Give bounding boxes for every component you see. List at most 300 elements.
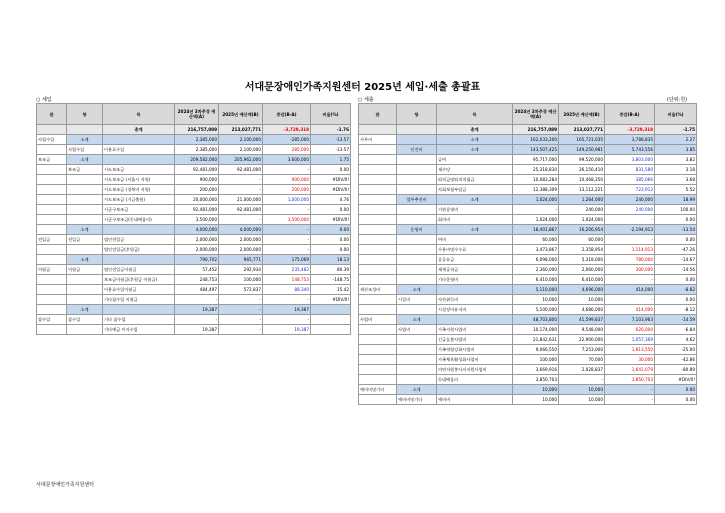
cell-b <box>67 325 103 335</box>
total-row <box>37 125 351 135</box>
cell-b <box>397 265 437 275</box>
cell-c: 기타예금 이자수입 <box>103 325 175 335</box>
cell-v2: 572,837 <box>219 285 263 295</box>
cell-v2: 1,024,000 <box>559 215 605 225</box>
cell-c: 이용료수입 <box>103 145 175 155</box>
cell-v3: - <box>263 315 311 325</box>
cell-b: 시설비 <box>397 295 437 305</box>
cell-b: 잡수입 <box>67 315 103 325</box>
cell-a: 사무비 <box>359 135 397 145</box>
cell-v4: 5.52 <box>655 185 697 195</box>
cell-v1: 18,401,867 <box>513 225 559 235</box>
cell-b <box>397 365 437 375</box>
cell-a <box>359 175 397 185</box>
cell-a <box>359 165 397 175</box>
table-row <box>37 205 351 215</box>
cell-v1: 162,033,200 <box>513 135 559 145</box>
cell-a <box>37 245 67 255</box>
cell-b <box>397 165 437 175</box>
cell-a <box>359 245 397 255</box>
cell-b <box>397 255 437 265</box>
table-row <box>359 375 697 385</box>
cell-c: 시군구보조금 <box>103 205 175 215</box>
cell-a: 잡수입 <box>37 315 67 325</box>
column-header: 비율(%) <box>655 104 697 125</box>
cell-v2: 41,599,837 <box>559 315 605 325</box>
cell-v4: 3.85 <box>655 145 697 155</box>
cell-v3: 240,000 <box>605 205 655 215</box>
cell-v1: 10,000 <box>513 395 559 405</box>
cell-v3: - <box>605 385 655 395</box>
cell-a <box>359 325 397 335</box>
table-row <box>359 305 697 315</box>
cell-v4: -13.57 <box>311 135 351 145</box>
expense-table <box>358 103 697 405</box>
cell-c <box>437 385 513 395</box>
cell-c: 소계 <box>437 195 513 205</box>
cell-v1: 484,497 <box>175 285 219 295</box>
expense-header-row <box>359 104 697 125</box>
cell-v4: 1.75 <box>311 155 351 165</box>
cell-c: 시설장비유지비 <box>437 305 513 315</box>
cell-a <box>37 195 67 205</box>
subtotal-row <box>37 255 351 265</box>
cell-a <box>37 125 67 135</box>
cell-v3: - <box>263 205 311 215</box>
cell-c: 동네배움터 <box>437 375 513 385</box>
cell-v3: 7,103,963 <box>605 315 655 325</box>
table-row <box>359 395 697 405</box>
cell-v4 <box>311 325 351 335</box>
table-row <box>37 145 351 155</box>
cell-v2: 26,150,410 <box>559 165 605 175</box>
table-row <box>359 175 697 185</box>
page-title: 서대문장애인가족지원센터 2025년 세입·세출 총괄표 <box>244 82 481 93</box>
cell-v2: 7,253,000 <box>559 345 605 355</box>
cell-v2: 2,358,954 <box>559 245 605 255</box>
cell-v4: #DIV/0! <box>311 295 351 305</box>
cell-c: 소계 <box>437 225 513 235</box>
cell-v4: 0.00 <box>655 385 697 395</box>
cell-a <box>359 305 397 315</box>
cell-v4: #DIV/0! <box>655 375 697 385</box>
cell-a <box>37 295 67 305</box>
cell-b: 소계 <box>67 255 103 265</box>
cell-v1: 900,000 <box>175 175 219 185</box>
cell-v1: 143,507,425 <box>513 145 559 155</box>
cell-v1: 20,000,000 <box>175 195 219 205</box>
cell-v3: 285,000 <box>263 145 311 155</box>
column-header: 2024년 3차추경 예산액(A) <box>175 104 219 125</box>
cell-b <box>67 215 103 225</box>
cell-b <box>397 125 437 135</box>
table-row <box>359 365 697 375</box>
cell-a <box>359 185 397 195</box>
cell-b <box>67 185 103 195</box>
cell-c: 가족지원사업비 <box>437 325 513 335</box>
cell-v2: 92,481,000 <box>219 205 263 215</box>
cell-v3: 414,000 <box>605 285 655 295</box>
cell-v4: 0.00 <box>655 395 697 405</box>
cell-b <box>397 275 437 285</box>
cell-v4: -42.86 <box>655 355 697 365</box>
table-row <box>359 185 697 195</box>
subtotal-row <box>359 145 697 155</box>
cell-v3: 1,641,079 <box>605 365 655 375</box>
cell-v3: - <box>605 295 655 305</box>
cell-v1: 3,500,000 <box>175 215 219 225</box>
cell-b: 운영비 <box>397 225 437 235</box>
cell-a <box>359 195 397 205</box>
cell-b <box>67 285 103 295</box>
column-header: 비율(%) <box>311 104 351 125</box>
cell-v1: - <box>175 295 219 305</box>
cell-v3: 19,387 <box>263 305 311 315</box>
cell-v3: -3,729,318 <box>263 125 311 135</box>
cell-a <box>37 305 67 315</box>
cell-c <box>437 315 513 325</box>
cell-c: 의연자원봉사자지원사업비 <box>437 365 513 375</box>
cell-b <box>397 185 437 195</box>
cell-v2: 4,686,000 <box>559 305 605 315</box>
cell-c: 기타잡수입 이월금 <box>103 295 175 305</box>
cell-v1: 25,318,830 <box>513 165 559 175</box>
cell-v1: - <box>513 205 559 215</box>
table-row <box>359 235 697 245</box>
table-row <box>359 275 697 285</box>
cell-v1: 5,110,000 <box>513 285 559 295</box>
cell-c: 회의비 <box>437 215 513 225</box>
table-row <box>37 285 351 295</box>
cell-a <box>37 145 67 155</box>
cell-b: 소계 <box>67 225 103 235</box>
table-row <box>37 165 351 175</box>
cell-a: 이월금 <box>37 265 67 275</box>
cell-v3: - <box>605 235 655 245</box>
cell-c: 시도보조금 <box>103 165 175 175</box>
cell-v2: - <box>219 175 263 185</box>
cell-v1: 92,481,000 <box>175 205 219 215</box>
cell-v2: 1,264,000 <box>559 195 605 205</box>
cell-c: 법인전입금 <box>103 235 175 245</box>
table-row <box>37 275 351 285</box>
cell-v2: 213,027,771 <box>559 125 605 135</box>
cell-b: 소계 <box>397 385 437 395</box>
subtotal-row <box>37 155 351 165</box>
cell-v4: -13.54 <box>655 225 697 235</box>
cell-v4 <box>311 305 351 315</box>
cell-v3: 780,000 <box>605 255 655 265</box>
cell-b <box>397 175 437 185</box>
cell-v3: 19,387 <box>263 325 311 335</box>
cell-v1: 2,385,000 <box>175 135 219 145</box>
cell-v2: 99,520,000 <box>559 155 605 165</box>
cell-a <box>359 355 397 365</box>
cell-v2: 4,000,000 <box>219 225 263 235</box>
cell-v3: 831,580 <box>605 165 655 175</box>
cell-v3: - <box>605 215 655 225</box>
cell-v3: 3,803,000 <box>605 155 655 165</box>
cell-v4: -25.00 <box>655 345 697 355</box>
subtotal-row <box>37 225 351 235</box>
cell-v3: 1,000,000 <box>263 195 311 205</box>
cell-v2: 4,696,000 <box>559 285 605 295</box>
cell-c: 보조금이월금(후원금 이월금) <box>103 275 175 285</box>
subtotal-row <box>359 285 697 295</box>
cell-c: 법인전입금(후원금) <box>103 245 175 255</box>
cell-v3: 626,000 <box>605 325 655 335</box>
cell-v4: 0.00 <box>311 165 351 175</box>
cell-v2: 13,112,221 <box>559 185 605 195</box>
cell-b: 인건비 <box>397 145 437 155</box>
cell-c <box>437 285 513 295</box>
cell-v2: 100,000 <box>219 275 263 285</box>
column-header: 관 <box>37 104 67 125</box>
cell-v4: #DIV/0! <box>311 185 351 195</box>
cell-b: 전입금 <box>67 235 103 245</box>
cell-v1: 100,000 <box>513 355 559 365</box>
cell-v3: 148,753 <box>263 275 311 285</box>
cell-b: 사업비 <box>397 325 437 335</box>
cell-v2: 16,206,954 <box>559 225 605 235</box>
cell-v2: - <box>219 305 263 315</box>
cell-v4: -13.57 <box>311 145 351 155</box>
cell-c: 총계 <box>103 125 175 135</box>
cell-v1: 209,582,000 <box>175 155 219 165</box>
cell-v4: 0.00 <box>311 205 351 215</box>
cell-v2: 10,468,350 <box>559 175 605 185</box>
cell-v4: 0.00 <box>655 295 697 305</box>
cell-v2: 21,000,000 <box>219 195 263 205</box>
cell-v2: 10,000 <box>559 385 605 395</box>
cell-v1: 216,757,089 <box>513 125 559 135</box>
cell-b <box>397 335 437 345</box>
cell-v4: -148.75 <box>311 275 351 285</box>
cell-v3: 240,000 <box>605 195 655 205</box>
subtotal-row <box>359 385 697 395</box>
cell-b <box>397 155 437 165</box>
table-row <box>37 235 351 245</box>
cell-v1: 2,000,000 <box>175 245 219 255</box>
table-row <box>37 245 351 255</box>
cell-v4: -1.76 <box>311 125 351 135</box>
cell-b: 예비비및기타 <box>397 395 437 405</box>
cell-v4: -14.67 <box>655 255 697 265</box>
cell-v4: 80.39 <box>311 265 351 275</box>
cell-v1: 92,481,000 <box>175 165 219 175</box>
cell-c: 소계 <box>437 135 513 145</box>
cell-v1: 248,753 <box>175 275 219 285</box>
cell-v3: -2,194,913 <box>605 225 655 235</box>
column-header: 2025년 예산액(B) <box>219 104 263 125</box>
cell-a <box>359 345 397 355</box>
cell-a <box>37 165 67 175</box>
cell-v1: 12,388,309 <box>513 185 559 195</box>
column-header: 목 <box>103 104 175 125</box>
cell-v3: 385,066 <box>605 175 655 185</box>
subtotal-row <box>359 225 697 235</box>
cell-v1: 200,000 <box>175 185 219 195</box>
cell-v1: 4,000,000 <box>175 225 219 235</box>
cell-v2: 5,318,000 <box>559 255 605 265</box>
cell-v3: 30,000 <box>605 355 655 365</box>
cell-v4: 0.00 <box>655 275 697 285</box>
cell-c <box>103 225 175 235</box>
cell-v2: 965,771 <box>219 255 263 265</box>
cell-v2: 6,410,000 <box>559 275 605 285</box>
cell-c: 가족체육활성화사업비 <box>437 355 513 365</box>
cell-v3: 3,788,835 <box>605 135 655 145</box>
cell-c: 이용료수입이월금 <box>103 285 175 295</box>
table-row <box>359 355 697 365</box>
cell-v3: 900,000 <box>263 175 311 185</box>
cell-c: 시도보조금 (기금출원) <box>103 195 175 205</box>
cell-c: 여비 <box>437 235 513 245</box>
cell-a <box>359 275 397 285</box>
column-header: 2024년 3차추경 예산액(A) <box>513 104 559 125</box>
cell-v2: - <box>219 215 263 225</box>
cell-a <box>359 255 397 265</box>
cell-b <box>397 215 437 225</box>
cell-v1: 216,757,089 <box>175 125 219 135</box>
cell-v3: 1,114,913 <box>605 245 655 255</box>
cell-v2: 2,100,000 <box>219 135 263 145</box>
cell-v1: 10,174,000 <box>513 325 559 335</box>
cell-b <box>67 245 103 255</box>
cell-a <box>37 285 67 295</box>
column-header: 목 <box>437 104 513 125</box>
cell-a <box>37 325 67 335</box>
cell-v2: 70,000 <box>559 355 605 365</box>
cell-v2: 240,000 <box>559 205 605 215</box>
cell-c: 예비비 <box>437 395 513 405</box>
cell-a <box>37 185 67 195</box>
revenue-section-label: ○ 세입 <box>36 97 52 103</box>
table-row <box>359 165 697 175</box>
cell-a: 예비비및기타 <box>359 385 397 395</box>
cell-v1: 3,669,916 <box>513 365 559 375</box>
cell-c: 급여 <box>437 155 513 165</box>
cell-a <box>359 265 397 275</box>
cell-b <box>67 175 103 185</box>
cell-v2: 2,000,000 <box>219 235 263 245</box>
cell-b <box>397 305 437 315</box>
cell-v3: - <box>263 245 311 255</box>
cell-c: 퇴직금및퇴직적립금 <box>437 175 513 185</box>
cell-c: 기타 잡수입 <box>103 315 175 325</box>
cell-b: 업무추진비 <box>397 195 437 205</box>
column-header: 증감(B-A) <box>605 104 655 125</box>
cell-b <box>397 375 437 385</box>
cell-v1: 6,410,000 <box>513 275 559 285</box>
cell-b <box>397 345 437 355</box>
table-row <box>359 155 697 165</box>
cell-v3: - <box>263 235 311 245</box>
table-row <box>37 175 351 185</box>
cell-v3: -3,729,318 <box>605 125 655 135</box>
cell-v1: 2,000,000 <box>175 235 219 245</box>
cell-v1: 19,387 <box>175 325 219 335</box>
column-header: 2025년 예산액(B) <box>559 104 605 125</box>
cell-v3: 3,600,000 <box>263 155 311 165</box>
cell-v4: 0.00 <box>311 225 351 235</box>
cell-v4: 4.62 <box>655 335 697 345</box>
table-row <box>37 265 351 275</box>
cell-v4: -8.82 <box>655 285 697 295</box>
column-header: 항 <box>397 104 437 125</box>
cell-v3: 200,000 <box>263 185 311 195</box>
cell-v4: -14.59 <box>655 315 697 325</box>
cell-v3: - <box>605 275 655 285</box>
cell-c: 사회보험부담금 <box>437 185 513 195</box>
total-row <box>359 125 697 135</box>
cell-v1: 60,000 <box>513 235 559 245</box>
cell-v1: 10,000 <box>513 385 559 395</box>
cell-a <box>359 125 397 135</box>
cell-c <box>103 255 175 265</box>
subtotal-row <box>37 305 351 315</box>
cell-b: 소계 <box>67 135 103 145</box>
cell-c: 총계 <box>437 125 513 135</box>
cell-v2: - <box>219 295 263 305</box>
cell-c: 시군구보조금(동네배움터) <box>103 215 175 225</box>
table-row <box>359 325 697 335</box>
cell-v4: 0.00 <box>655 215 697 225</box>
cell-a <box>359 365 397 375</box>
cell-v2: 9,548,000 <box>559 325 605 335</box>
cell-v2: - <box>559 375 605 385</box>
cell-c <box>103 135 175 145</box>
cell-b <box>397 355 437 365</box>
cell-c: 가족역량강화사업비 <box>437 345 513 355</box>
cell-v2: 165,721,035 <box>559 135 605 145</box>
cell-c: 제세공과금 <box>437 265 513 275</box>
cell-v1: 10,000 <box>513 295 559 305</box>
cell-v3: - <box>263 295 311 305</box>
cell-v3: - <box>263 225 311 235</box>
table-row <box>37 195 351 205</box>
subtotal-row <box>37 135 351 145</box>
cell-b: 소계 <box>67 305 103 315</box>
cell-b: 소계 <box>397 285 437 295</box>
cell-a <box>359 295 397 305</box>
cell-a: 전입금 <box>37 235 67 245</box>
cell-v2: - <box>219 185 263 195</box>
cell-v4: -80.89 <box>655 365 697 375</box>
cell-v1: 2,360,000 <box>513 265 559 275</box>
cell-v3: - <box>263 165 311 175</box>
cell-c: 공공요금 <box>437 255 513 265</box>
cell-b: 소계 <box>397 315 437 325</box>
cell-v1: 48,703,800 <box>513 315 559 325</box>
cell-v2: 2,060,000 <box>559 265 605 275</box>
cell-b: 사업수입 <box>67 145 103 155</box>
cell-v4: 0.00 <box>655 235 697 245</box>
table-row <box>359 215 697 225</box>
cell-v2: 205,962,000 <box>219 155 263 165</box>
table-row <box>359 345 697 355</box>
cell-v2: 10,000 <box>559 295 605 305</box>
cell-a <box>359 235 397 245</box>
cell-a <box>359 225 397 235</box>
table-row <box>37 185 351 195</box>
cell-v1: 1,024,000 <box>513 195 559 205</box>
cell-v3: 414,000 <box>605 305 655 315</box>
cell-a <box>359 205 397 215</box>
cell-v4: 0.00 <box>311 245 351 255</box>
cell-v1: 9,066,550 <box>513 345 559 355</box>
table-row <box>37 325 351 335</box>
